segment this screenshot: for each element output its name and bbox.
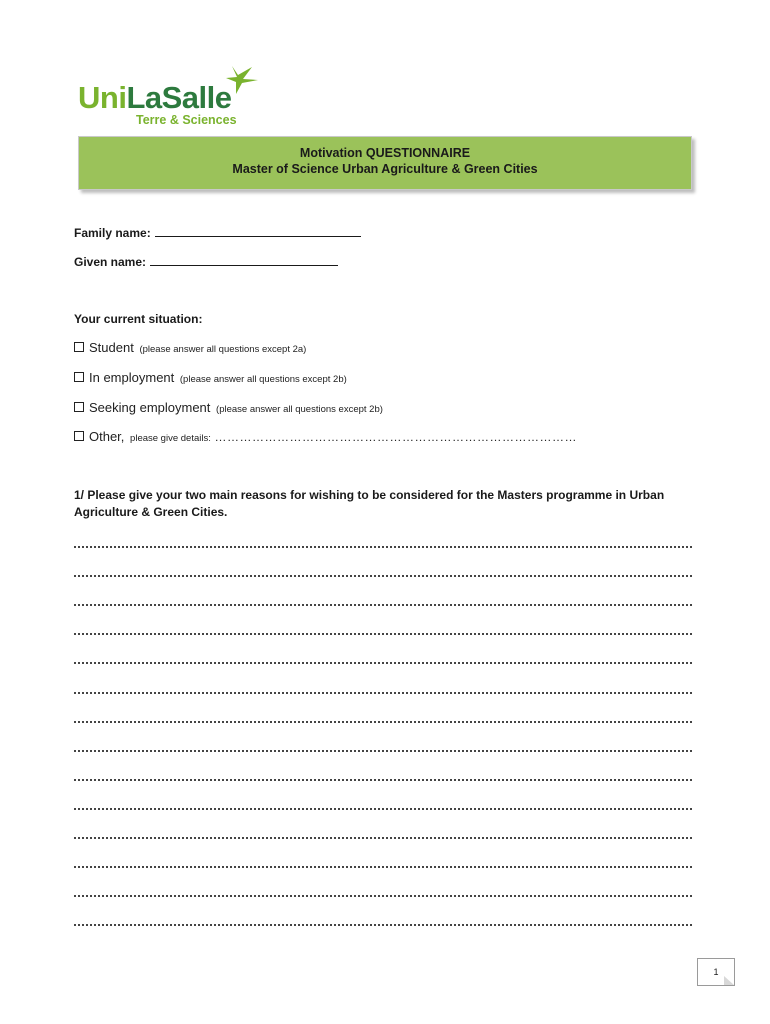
option-seeking-employment[interactable] [74,400,383,415]
option-label: Seeking employment [89,400,211,415]
answer-line[interactable] [74,721,692,723]
option-note: (please answer all questions except 2a) [139,344,307,355]
option-note: please give details: [130,433,211,444]
checkbox-icon[interactable] [74,372,84,382]
page-fold-icon [724,976,734,985]
banner-subtitle: Master of Science Urban Agriculture & Green Cities [232,162,538,176]
answer-line[interactable] [74,808,692,810]
banner-title: Motivation QUESTIONNAIRE [299,146,471,160]
option-note: (please answer all questions except 2b) [216,404,383,415]
answer-line[interactable] [74,924,692,926]
answer-line[interactable] [74,895,692,897]
checkbox-icon[interactable] [74,342,84,352]
given-name-field[interactable] [74,253,338,269]
option-note: (please answer all questions except 2b) [179,374,347,385]
question-1: 1/ Please give your two main reasons for wishing to be considered for the Masters programme in Urban Agriculture & Green Cities. [74,488,665,519]
option-in-employment[interactable] [74,370,347,385]
star-icon [226,66,258,94]
option-student[interactable] [74,340,306,355]
logo-subtitle: Terre & Sciences [136,113,237,127]
other-details-line[interactable]: …………………………………………………………………………… [214,430,577,444]
answer-line[interactable] [74,692,692,694]
answer-line[interactable] [74,546,692,548]
unilasalle-logo [78,66,268,130]
answer-line[interactable] [74,866,692,868]
option-label: Other, [89,429,125,444]
title-banner [78,136,692,190]
answer-line[interactable] [74,662,692,664]
family-name-label: Family name: [74,226,151,240]
option-other[interactable] [74,429,577,444]
answer-line[interactable] [74,575,692,577]
family-name-field[interactable] [74,224,361,240]
given-name-line[interactable] [150,253,338,266]
option-label: Student [89,340,134,355]
answer-line[interactable] [74,837,692,839]
family-name-line[interactable] [155,224,361,237]
answer-line[interactable] [74,604,692,606]
checkbox-icon[interactable] [74,431,84,441]
answer-line[interactable] [74,750,692,752]
situation-heading: Your current situation: [74,312,203,326]
answer-line[interactable] [74,779,692,781]
given-name-label: Given name: [74,255,147,269]
answer-line[interactable] [74,633,692,635]
page-number: 1 [697,958,735,986]
checkbox-icon[interactable] [74,402,84,412]
logo-wordmark: UniLaSalle [78,80,232,115]
option-label: In employment [89,370,175,385]
